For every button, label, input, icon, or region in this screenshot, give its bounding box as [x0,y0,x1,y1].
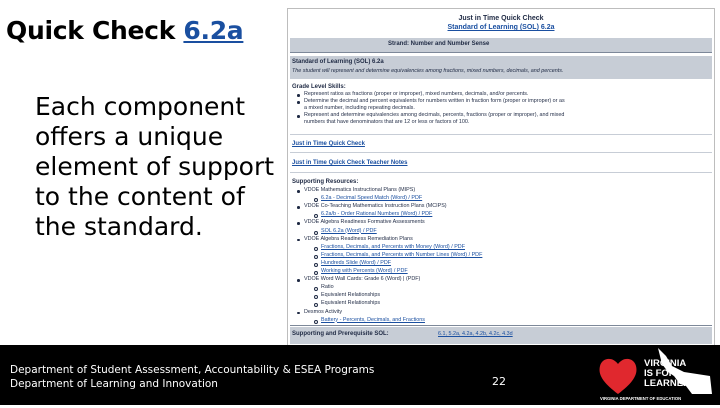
divider [290,325,712,326]
prereq-title: Supporting and Prerequisite SOL: [292,331,389,337]
strand-label: Strand: Number and Number Sense [388,41,490,47]
title-sol-link[interactable]: 6.2a [183,16,244,45]
sol-description: The student will represent and determine equivalencies among fractions, mixed numbers, decimals, and percents. [292,68,564,74]
resource-item: Ratio [321,284,334,291]
doc-header-sol-link[interactable]: Standard of Learning (SOL) 6.2a [447,24,555,31]
heart-icon [600,359,637,394]
resource-item[interactable]: Working with Percents (Word) / PDF [321,268,408,274]
resources-title: Supporting Resources: [292,179,359,185]
bullet [314,303,318,307]
slide-body-text: Each component offers a unique element of support to the content of the standard. [35,92,275,241]
bullet [314,263,318,267]
bullet [297,222,300,225]
bullet [297,94,300,97]
skill-item: Represent and determine equivalencies among decimals, percents, fractions (proper or improper), and mixed [304,112,565,118]
divider [290,152,712,153]
bullet [314,271,318,275]
divider [290,134,712,135]
resource-item: Equivalent Relationships [321,292,381,299]
skill-item: numbers that have denominators that are 12 or less or factors of 100. [304,119,470,125]
grade-skills-title: Grade Level Skills: [292,84,346,90]
bullet [297,239,300,242]
logo-text-line3: LEARNERS [644,378,697,389]
logo-subtitle: VIRGINIA DEPARTMENT OF EDUCATION [600,396,682,401]
bullet [314,320,318,324]
bullet [314,231,318,235]
page-number: 22 [492,375,506,388]
quick-check-document [287,8,715,347]
jit-quick-check-link[interactable]: Just in Time Quick Check [292,141,365,147]
divider [290,172,712,173]
footer-dept-line1: Department of Student Assessment, Accountability & ESEA Programs [10,364,375,376]
doc-header-title: Just in Time Quick Check [458,15,544,22]
resource-item[interactable]: Hundreds Slide (Word) / PDF [321,259,392,266]
skill-item: a mixed number, including repeating decimals. [304,105,415,111]
resource-item[interactable]: Fractions, Decimals, and Percents with Number Lines (Word) / PDF [321,251,483,258]
slide-title [6,16,243,45]
sol-title: Standard of Learning (SOL) 6.2a [292,59,384,65]
virginia-is-for-learners-logo [596,346,716,404]
bullet [314,247,318,251]
resource-item: Equivalent Relationships [321,300,381,307]
bullet [314,214,318,218]
bullet [297,190,300,193]
resource-item: VDOE Algebra Readiness Formative Assessments [304,219,425,226]
bullet [314,255,318,259]
footer-dept-line2: Department of Learning and Innovation [10,378,218,390]
resource-item[interactable]: SOL 6.2a (Word) / PDF [321,227,377,234]
bullet [314,295,318,299]
teacher-notes-link[interactable]: Just in Time Quick Check Teacher Notes [292,160,408,166]
skill-item: Determine the decimal and percent equivalents for numbers written in fraction form (proper or improper) or as [304,98,565,104]
skill-item: Represent ratios as fractions (proper or improper), mixed numbers, decimals, and/or percents. [304,91,529,97]
bullet [297,115,300,118]
resource-item: Desmos Activity [304,308,343,315]
resource-item[interactable]: Battery - Percents, Decimals, and Fractions [321,316,425,323]
logo-text-line1: VIRGINIA [644,358,687,369]
prereq-values[interactable]: 6.1, 5.2a, 4.2a, 4.2b, 4.2c, 4.3d [438,331,513,337]
resource-item[interactable]: 6.2a - Decimal Speed Match (Word) / PDF [321,195,423,202]
bullet [297,206,300,209]
bullet [314,287,318,291]
resource-item: VDOE Algebra Readiness Remediation Plans [304,235,413,242]
logo-text-line2: IS FOR [644,368,676,379]
resource-item: VDOE Co-Teaching Mathematics Instruction Plans (MCIPS) [304,203,447,210]
resource-item: VDOE Mathematics Instructional Plans (MIPS) [304,187,416,193]
resource-item: VDOE Word Wall Cards: Grade 6 (Word) | (PDF) [304,276,421,283]
resource-item[interactable]: Fractions, Decimals, and Percents with Money (Word) / PDF [321,243,465,250]
bullet [297,312,300,315]
bullet [297,279,300,282]
bullet [297,101,300,104]
bullet [314,198,318,202]
title-prefix: Quick Check [6,16,184,45]
resource-item[interactable]: 6.2a/b - Order Rational Numbers (Word) / PDF [321,211,433,218]
divider [290,52,712,53]
